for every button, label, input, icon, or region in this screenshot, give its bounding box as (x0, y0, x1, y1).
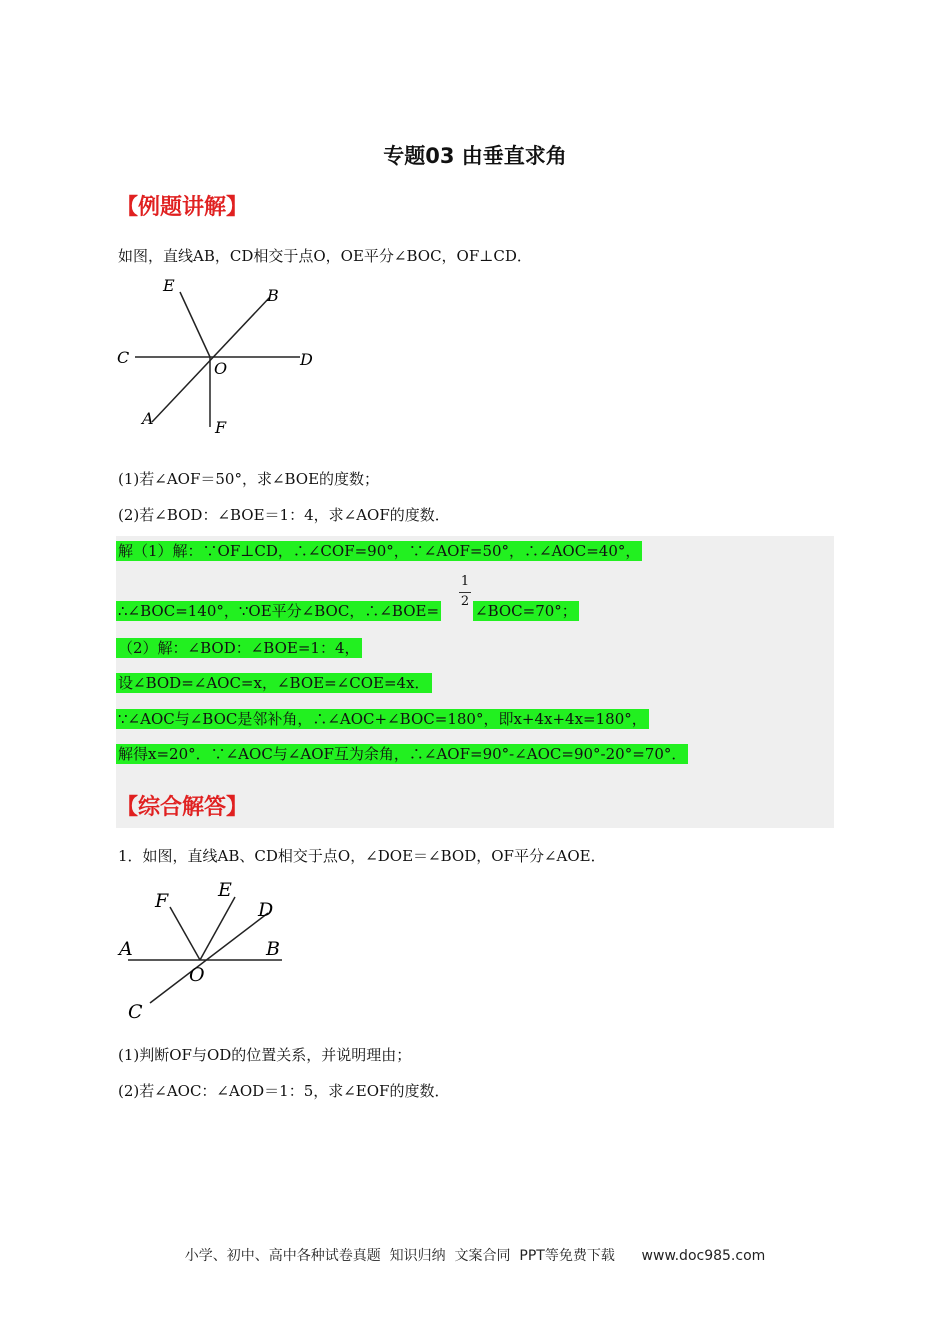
line-cd (150, 913, 268, 1003)
solution-line-1: 解（1）解：∵OF⊥CD，∴∠COF=90°，∵∠AOF=50°，∴∠AOC=40°， (118, 542, 641, 560)
example-diagram (110, 275, 330, 440)
solution-line-2b: ∠BOC=70°； (475, 602, 577, 620)
solution-line-6: 解得x=20°．∵∠AOC与∠AOF互为余角，∴∠AOF=90°-∠AOC=90°-20°=70°． (118, 745, 687, 763)
label-c: C (117, 348, 130, 367)
problem-1-diagram (110, 875, 310, 1025)
label-f: F (155, 890, 169, 912)
label-b: B (266, 938, 280, 960)
section-heading-comprehensive: 【综合解答】 (116, 795, 249, 820)
solution-line-4: 设∠BOD=∠AOC=x，∠BOE=∠COE=4x． (118, 674, 430, 692)
label-a: A (119, 938, 133, 960)
label-d: D (258, 899, 274, 921)
footer-text: 小学、初中、高中各种试卷真题 知识归纳 文案合同 PPT等免费下载 www.doc985.com (184, 1248, 766, 1264)
label-o: O (214, 359, 228, 378)
example-question-2: (2)若∠BOD：∠BOE＝1：4，求∠AOF的度数． (118, 506, 450, 524)
label-f: F (215, 418, 227, 437)
fraction-bar (459, 592, 471, 593)
label-d: D (300, 350, 313, 369)
label-b: B (267, 286, 279, 305)
example-intro: 如图，直线AB，CD相交于点O，OE平分∠BOC，OF⊥CD． (118, 247, 532, 265)
solution-line-5: ∵∠AOC与∠BOC是邻补角，∴∠AOC+∠BOC=180°，即x+4x+4x=180°， (118, 710, 647, 728)
line-ab (152, 297, 270, 422)
fraction-numerator: 1 (460, 574, 470, 589)
ray-oe (200, 897, 235, 960)
label-e: E (218, 879, 232, 901)
problem-1-question-2: (2)若∠AOC：∠AOD＝1：5，求∠EOF的度数． (118, 1082, 450, 1100)
ray-of (170, 907, 200, 960)
problem-1-question-1: (1)判断OF与OD的位置关系，并说明理由； (118, 1046, 412, 1064)
label-c: C (128, 1001, 143, 1023)
example-question-1: (1)若∠AOF＝50°，求∠BOE的度数； (118, 470, 380, 488)
fraction-denominator: 2 (460, 594, 470, 609)
label-o: O (189, 964, 205, 986)
problem-1-intro: 1．如图，直线AB、CD相交于点O，∠DOE＝∠BOD，OF平分∠AOE． (118, 847, 606, 865)
section-heading-examples: 【例题讲解】 (116, 195, 249, 220)
label-e: E (163, 276, 175, 295)
page-title: 专题03 由垂直求角 (383, 144, 567, 168)
ray-oe (180, 292, 210, 357)
solution-line-3: （2）解：∠BOD：∠BOE=1：4， (118, 639, 360, 657)
label-a: A (142, 409, 154, 428)
solution-line-2a: ∴∠BOC=140°，∵OE平分∠BOC，∴∠BOE= (118, 602, 440, 620)
